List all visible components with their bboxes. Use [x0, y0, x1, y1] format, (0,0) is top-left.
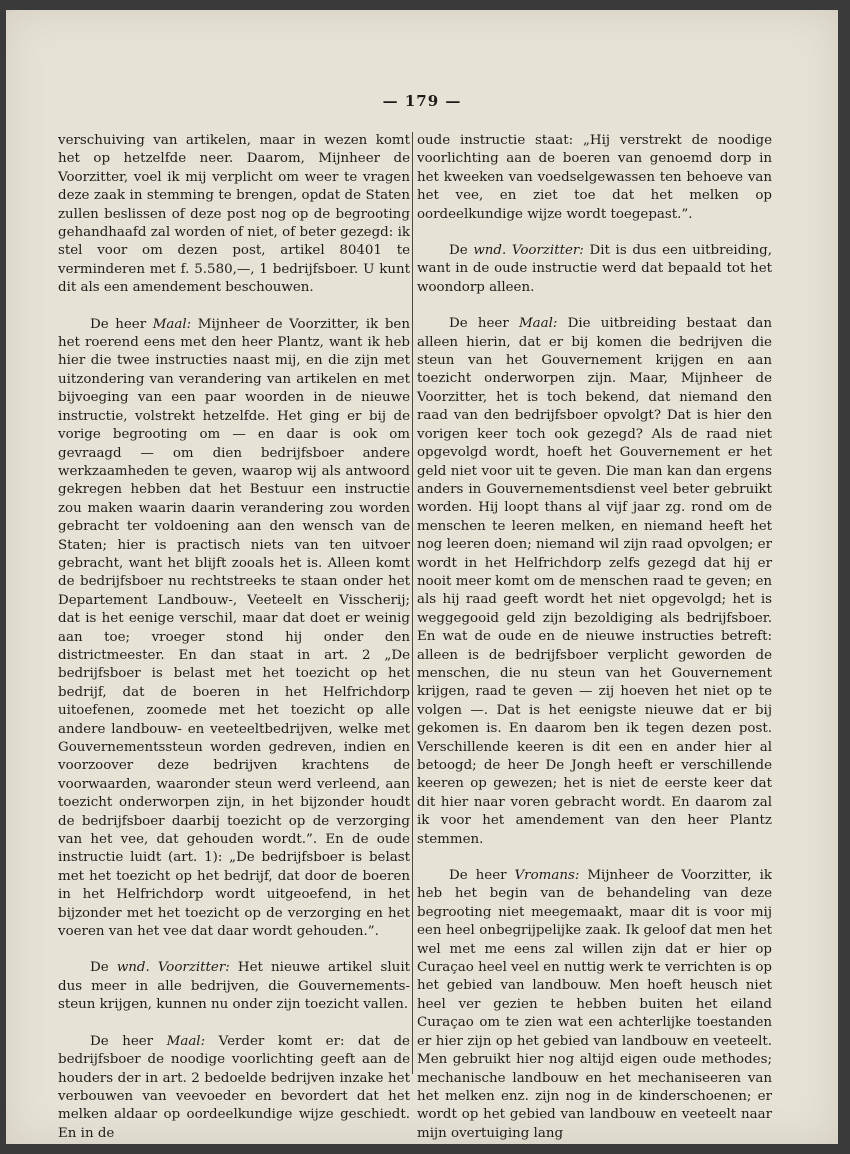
paragraph [417, 867, 772, 1143]
page-number: — 179 — [382, 92, 462, 110]
right-column [417, 132, 772, 1143]
speaker-prefix: De [90, 960, 117, 976]
paragraph [417, 242, 772, 297]
document-page [6, 10, 838, 1144]
paragraph-text: Mijnheer de Voorzitter, ik ben het roerend eens met den heer Plantz, want ik heb hier die twee instructies naast mij, en die zijn met uitzondering van verandering van artikelen en met bijvoeging van een paar woorden in de nieuwe instructie, volstrekt hetzelfde. Het ging er bij de vorige begrooting om — en daar is ook om gevraagd — om dien bedrijfsboer andere werkzaamheden te geven, waarop wij als antwoord gekregen hebben dat het Bestuur een instructie zou maken waarin daarin verandering zou worden gebracht ter voldoening aan den wensch van de Staten; hier is practisch niets van ten uitvoer gebracht, want het blijft zooals het is. Alleen komt de bedrijfsboer nu rechtstreeks te staan onder het Departement Landbouw-, Veeteelt en Visscherij; dat is het eenige verschil, maar dat doet er weinig aan toe; vroeger stond hij onder den districtmeester. En dan staat in art. 2 „De bedrijfsboer is belast met het toezicht op het bedrijf, dat de boeren in het Helfrichdorp uitoefenen, zoomede met het toezicht op alle andere landbouw- en veeteeltbedrijven, welke met Gouvernementssteun worden gedreven, indien en voorzoover deze bedrijven krachtens de voorwaarden, waaronder steun werd verleend, aan toezicht onderworpen zijn, in het bijzonder houdt de bedrijfsboer daarbij toezicht op de verzorging van het vee, dat gehouden wordt.”. En de oude instructie luidt (art. 1): „De bedrijfsboer is belast met het toezicht op het bedrijf, dat door de boeren in het Helfrichdorp wordt uitgeoefend, in het bijzonder met het toezicht op de verzorging en het voeren van het vee dat daar wordt gehouden.”. [58, 316, 410, 940]
paragraph-text: Die uitbreiding bestaat dan alleen hierin, dat er bij komen die bedrijven die steun van het Gouvernement krijgen en aan toezicht onderworpen zijn. Maar, Mijnheer de Voorzitter, het is toch bekend, dat niemand den raad van den bedrijfsboer opvolgt? Dat is hier den vorigen keer toch ook gezegd? Als de raad niet opgevolgd wordt, hoeft het Gouvernement er het geld niet voor uit te geven. Die man kan dan ergens anders in Gouvernementsdienst veel beter gebruikt worden. Hij loopt thans al vijf jaar zg. rond om de menschen te leeren melken, en niemand heeft het nog leeren doen; niemand wil zijn raad opvolgen; er wordt in het Helfrichdorp zelfs gezegd dat hij er nooit meer komt om de menschen raad te geven; en als hij raad geeft wordt het niet opgevolgd; het is weggegooid geld zijn bezoldiging als bedrijfsboer. En wat de oude en de nieuwe instructies betreft: alleen is de bedrijfsboer verplicht geworden de menschen, die nu steun van het Gouvernement krijgen, raad te geven — zij hoeven het niet op te volgen —. Dat is het eenigste nieuwe dat er bij gekomen is. En daarom ben ik tegen dezen post. Verschillende keeren is dit een en ander hier al betoogd; de heer De Jongh heeft er verschillende keeren op gewezen; het is niet de eerste keer dat dit hier naar voren gebracht wordt. En daarom zal ik voor het amendement van den heer Plantz stemmen. [417, 316, 772, 847]
speaker-name: Maal: [166, 1033, 206, 1049]
paragraph [58, 959, 410, 1014]
left-column [58, 132, 410, 1143]
speaker-name: Vromans: [514, 868, 580, 884]
paragraph-text: oude instructie staat: „Hij verstrekt de noodige voorlichting aan de boeren van genoemd dorp in het kweeken van voedselgewassen ten behoeve van het vee, en ziet toe dat het melken op oordeelkundige wijze wordt toegepast.”. [417, 133, 772, 222]
paragraph-text: Verder komt er: dat de bedrijfsboer de noodige voorlichting geeft aan de houders der in art. 2 bedoelde bedrijven inzake het verbouwen van veevoeder en bevordert dat het melken aldaar op oordeelkundige wijze geschiedt. En in de [58, 1033, 410, 1141]
paragraph-text: Dit is dus een uitbreiding, want in de oude instructie werd dat bepaald tot het woondorp alleen. [417, 243, 772, 295]
speaker-prefix: De [449, 243, 474, 259]
speaker-name: Maal: [518, 316, 558, 332]
paragraph-text: Het nieuwe artikel sluit dus meer in alle bedrijven, die Gouvernements-steun krijgen, kunnen nu onder zijn toezicht vallen. [58, 960, 410, 1013]
paragraph-text: verschuiving van artikelen, maar in wezen komt het op hetzelfde neer. Daarom, Mijnheer de Voorzitter, voel ik mij verplicht om weer te vragen deze zaak in stemming te brengen, opdat de Staten zullen beslissen of deze post nog op de begrooting gehandhaafd zal worden of niet, of beter gezegd: ik stel voor om dezen post, artikel 80401 te verminderen met f. 5.580,—, 1 bedrijfsboer. U kunt dit als een amendement beschouwen. [58, 133, 410, 296]
paragraph-text: Mijnheer de Voorzitter, ik heb het begin van de behandeling van deze begrooting niet meegemaakt, maar dit is voor mij een heel onbegrijpelijke zaak. Ik geloof dat men het wel met me eens zal willen zijn dat er hier op Curaçao heel veel en nuttig werk te verrichten is op het gebied van landbouw. Men hoeft heusch niet heel ver gezien te hebben buiten het eiland Curaçao om te zien wat een achterlijke toestanden er hier zijn op het gebied van landbouw en veeteelt. Men gebruikt hier nog altijd eigen oude methodes; mechanische landbouw en het mechaniseeren van het melken enz. zijn nog in de kinderschoenen; er wordt op het gebied van landbouw en veeteelt naar mijn overtuiging lang [417, 868, 772, 1141]
paragraph [58, 316, 410, 942]
paragraph [417, 132, 772, 224]
speaker-prefix: De heer [449, 868, 515, 884]
speaker-prefix: De heer [90, 316, 153, 332]
speaker-name: wnd. Voorzitter: [473, 243, 584, 259]
paragraph [417, 315, 772, 849]
speaker-prefix: De heer [449, 316, 519, 332]
speaker-name: wnd. Voorzitter: [116, 960, 230, 976]
speaker-name: Maal: [152, 316, 192, 332]
paragraph [58, 1033, 410, 1143]
speaker-prefix: De heer [90, 1033, 167, 1049]
paragraph [58, 132, 410, 298]
column-divider [412, 132, 413, 1074]
